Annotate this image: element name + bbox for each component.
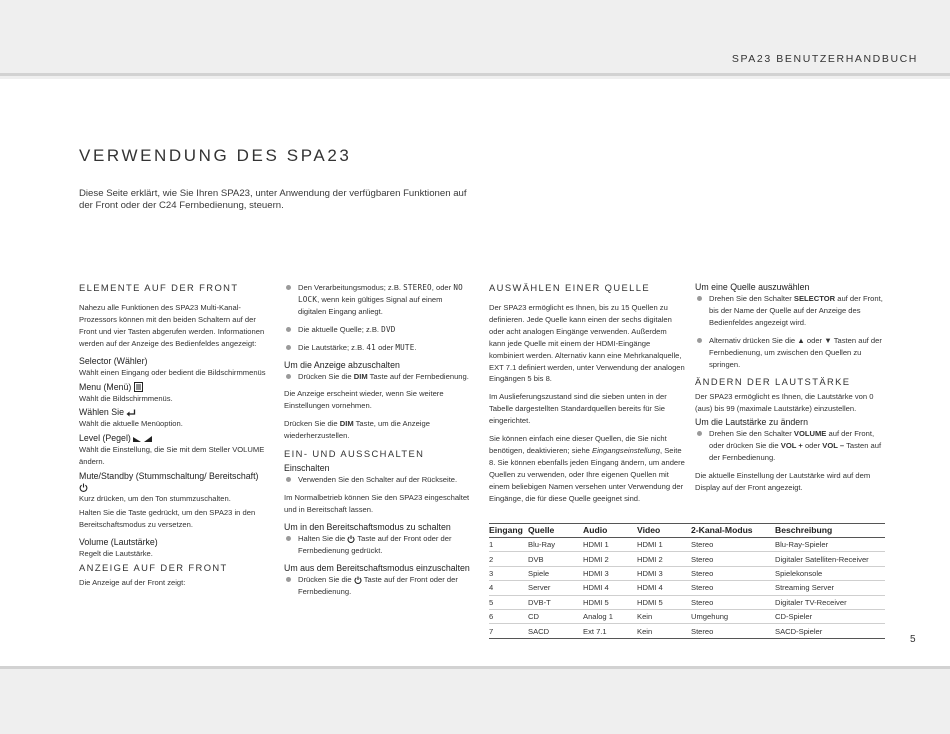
display-mode-text: Den Verarbeitungsmodus; z.B. xyxy=(298,283,401,292)
table-cell: Server xyxy=(528,581,583,595)
display-mode-tail: , wenn kein gültiges Signal auf einem digitalen Eingang anliegt. xyxy=(298,294,443,316)
standby-bullet-tail: Taste auf der Front oder der Fernbedienung gedrückt. xyxy=(298,533,452,555)
change-volume-mid: auf der Front, oder drücken Sie die xyxy=(709,429,875,451)
table-cell: Analog 1 xyxy=(583,609,637,623)
display-mode-or: , oder xyxy=(431,283,452,292)
choose-source-bullet-1 xyxy=(695,293,887,329)
selector-key: SELECTOR xyxy=(793,294,836,303)
dim-para-2-text: Drücken Sie die xyxy=(284,419,338,429)
table-cell: Stereo xyxy=(691,566,775,580)
bottom-band xyxy=(0,666,950,734)
intro-paragraph: Diese Seite erklärt, wie Sie Ihren SPA23, unter Anwendung der verfügbaren Funktionen auf der Front oder der C24 Fernbedienung, steuern. xyxy=(79,188,467,211)
display-code-41: 41 xyxy=(366,342,376,352)
dim-para-2 xyxy=(284,418,472,442)
table-cell: HDMI 3 xyxy=(583,566,637,580)
table-cell: Stereo xyxy=(691,538,775,552)
dim-bullet-text: Drücken Sie die xyxy=(298,371,352,381)
level-text: Wählt die Einstellung, die Sie mit dem Steller VOLUME ändern. xyxy=(79,445,265,467)
table-cell: Blu-Ray xyxy=(528,538,583,552)
table-cell: Ext 7.1 xyxy=(583,624,637,638)
table-cell: SACD xyxy=(528,624,583,638)
table-header-cell: Video xyxy=(637,524,691,538)
display-mode-bullet xyxy=(284,282,472,318)
top-band xyxy=(0,0,950,76)
table-row xyxy=(489,581,885,595)
running-header: SPA23 BENUTZERHANDBUCH xyxy=(731,53,918,65)
column-display-power xyxy=(284,282,472,603)
alt-text: Alternativ drücken Sie die xyxy=(709,335,796,345)
table-row xyxy=(489,595,885,609)
change-volume-text: Drehen Sie den Schalter xyxy=(709,429,792,439)
choose-source-bullet-2 xyxy=(695,335,887,371)
table-cell: Digitaler TV-Receiver xyxy=(775,595,885,609)
table-cell: 2 xyxy=(489,552,528,566)
volume-key: VOLUME xyxy=(793,429,827,439)
table-cell: Stereo xyxy=(691,581,775,595)
table-cell: Umgehung xyxy=(691,609,775,623)
choose-source-tail: auf der Front, bis der Name der Quelle auf der Anzeige des Bedienfeldes angezeigt wird. xyxy=(709,294,883,327)
table-cell: HDMI 4 xyxy=(583,581,637,595)
table-cell: Digitaler Satelliten-Receiver xyxy=(775,552,885,566)
down-arrow-icon: ▼ xyxy=(824,335,832,345)
table-header-row xyxy=(489,524,885,538)
table-row xyxy=(489,624,885,638)
table-cell: SACD-Spieler xyxy=(775,624,885,638)
section-heading-on-off: EIN- UND AUSSCHALTEN xyxy=(284,448,425,460)
table-row xyxy=(489,552,885,566)
vol-plus-key: VOL + xyxy=(780,441,803,451)
table-cell: Spielekonsole xyxy=(775,566,885,580)
power-icon xyxy=(79,483,88,492)
front-elements-intro: Nahezu alle Funktionen des SPA23 Multi-Kanal-Prozessors können mit den beiden Schaltern auf der Front und vier Tasten abgerufen werden. Informationen werden auf der Anzeige des Bedienfeldes angezeigt: xyxy=(79,303,265,348)
display-source-bullet xyxy=(284,324,472,336)
change-volume-bullet xyxy=(695,428,887,464)
standby-bullet-text: Halten Sie die xyxy=(298,533,346,543)
dim-key-2: DIM xyxy=(339,419,354,429)
mute-title-row xyxy=(79,471,267,493)
table-cell: Kein xyxy=(637,609,691,623)
select-text: Wählt die aktuelle Menüoption. xyxy=(79,419,183,429)
mute-title: Mute/Standby (Stummschaltung/ Bereitschaft) xyxy=(79,471,259,482)
section-heading-front-display: ANZEIGE AUF DER FRONT xyxy=(79,561,228,573)
column-front-elements xyxy=(79,282,267,595)
table-cell: DVB xyxy=(528,552,583,566)
selector-text: Wählt einen Eingang oder bedient die Bildschirmmenüs xyxy=(79,367,266,377)
level-icon xyxy=(133,435,153,443)
alt-tail: Tasten auf der Fernbedienung, um zwischen den Quellen zu springen. xyxy=(709,335,882,369)
table-cell: 1 xyxy=(489,538,528,552)
power-icon xyxy=(347,535,355,543)
select-source-para-3-text: Sie können einfach eine dieser Quellen, die Sie nicht benötigen, deaktivieren; siehe xyxy=(489,434,667,455)
choose-source-text: Drehen Sie den Schalter xyxy=(709,294,792,303)
table-cell: HDMI 5 xyxy=(583,595,637,609)
table-cell: HDMI 5 xyxy=(637,595,691,609)
selector-title: Selector (Wähler) xyxy=(79,355,148,366)
display-volume-text: Die Lautstärke; z.B. xyxy=(298,342,365,352)
table-cell: HDMI 2 xyxy=(583,552,637,566)
change-volume-or: oder xyxy=(804,441,821,451)
dim-bullet xyxy=(284,371,472,383)
page-number: 5 xyxy=(910,634,916,645)
enter-arrow-icon xyxy=(126,409,136,418)
table-cell: Stereo xyxy=(691,552,775,566)
volume-para-1: Der SPA23 ermöglicht es Ihnen, die Lautstärke von 0 (aus) bis 99 (maximale Lautstärke) einzustellen. xyxy=(695,392,874,414)
mute-text-1: Kurz drücken, um den Ton stummzuschalten. xyxy=(79,494,231,504)
wake-bullet xyxy=(284,574,472,598)
choose-source-title: Um eine Quelle auszuwählen xyxy=(695,282,810,292)
default-sources-table xyxy=(489,523,885,639)
select-title: Wählen Sie xyxy=(79,407,124,418)
display-code-no-lock: NO LOCK xyxy=(298,283,463,304)
power-on-bullet: Verwenden Sie den Schalter auf der Rückseite. xyxy=(284,474,472,486)
table-cell: 3 xyxy=(489,566,528,580)
table-header-cell: Beschreibung xyxy=(775,524,885,538)
table-cell: Kein xyxy=(637,624,691,638)
table-row xyxy=(489,609,885,623)
select-source-para-3 xyxy=(489,433,685,504)
column-select-source xyxy=(489,282,685,511)
table-header-cell: Audio xyxy=(583,524,637,538)
table-header-cell: Eingang xyxy=(489,524,528,538)
volume-para-2: Die aktuelle Einstellung der Lautstärke wird auf dem Display auf der Front angezeigt. xyxy=(695,470,871,492)
display-code-stereo: STEREO xyxy=(403,283,432,292)
table-cell: CD-Spieler xyxy=(775,609,885,623)
table-cell: 4 xyxy=(489,581,528,595)
menu-title: Menu (Menü) xyxy=(79,381,132,392)
mute-text-2: Halten Sie die Taste gedrückt, um den SPA23 in den Bereitschaftsmodus zu versetzen. xyxy=(79,508,256,529)
power-icon xyxy=(354,576,362,584)
menu-text: Wählt die Bildschirmmenüs. xyxy=(79,393,173,403)
table-header-cell: 2-Kanal-Modus xyxy=(691,524,775,538)
wake-bullet-text: Drücken Sie die xyxy=(298,574,352,584)
table-cell: Spiele xyxy=(528,566,583,580)
power-on-para: Im Normalbetrieb können Sie den SPA23 eingeschaltet und in Bereitschaft lassen. xyxy=(284,492,470,514)
change-volume-title: Um die Lautstärke zu ändern xyxy=(695,417,808,428)
wake-bullet-tail: Taste auf der Front oder der Fernbedienung. xyxy=(298,574,458,596)
front-display-intro: Die Anzeige auf der Front zeigt: xyxy=(79,577,186,587)
input-settings-reference: Eingangseinstellung xyxy=(592,445,661,455)
volume-title: Volume (Lautstärke) xyxy=(79,536,158,547)
standby-bullet xyxy=(284,533,472,557)
select-source-para-3-tail: , Seite 8. Sie können ebenfalls jeden Eingang ändern, um andere Quellen zu verwenden, oder Ihre eigenen Quellen mit einem beliebigen Namen versehen unter Verwendung der Eingänge, die für diese Quelle geeignet sind. xyxy=(489,445,685,503)
up-arrow-icon: ▲ xyxy=(797,335,805,345)
menu-title-row xyxy=(79,382,267,393)
wake-title: Um aus dem Bereitschaftsmodus einzuschalten xyxy=(284,562,470,573)
table-cell: CD xyxy=(528,609,583,623)
table-row xyxy=(489,538,885,552)
standby-title: Um in den Bereitschaftsmodus zu schalten xyxy=(284,521,451,532)
table-cell: 7 xyxy=(489,624,528,638)
table-cell: Streaming Server xyxy=(775,581,885,595)
volume-text: Regelt die Lautstärke. xyxy=(79,548,153,558)
display-code-mute: MUTE xyxy=(395,342,415,352)
select-source-para-2: Im Auslieferungszustand sind die sieben unten in der Tabelle dargestellten Standardquellen bereits für Sie eingerichtet. xyxy=(489,392,667,426)
section-heading-select-source: AUSWÄHLEN EINER QUELLE xyxy=(489,282,651,293)
table-cell: HDMI 4 xyxy=(637,581,691,595)
section-heading-front-elements: ELEMENTE AUF DER FRONT xyxy=(79,282,239,293)
table-header-cell: Quelle xyxy=(528,524,583,538)
alt-or: oder xyxy=(806,335,823,345)
table-cell: 5 xyxy=(489,595,528,609)
select-source-para-1: Der SPA23 ermöglicht es Ihnen, bis zu 15 Quellen zu definieren. Jede Quelle kann einen der sechs digitalen oder acht analogen Eingänge verwenden. Außerdem kann jede Quelle mit einem der HDMI-Eingänge kombiniert werden. Alternativ kann eine Mehrkanalquelle, EXT 7.1 definiert werden, unter Verwendung der analogen Eingängen 5 bis 8. xyxy=(489,303,685,384)
display-volume-bullet: Die Lautstärke; z.B. 41 oder MUTE. xyxy=(284,342,472,354)
change-volume-tail: Tasten auf der Fernbedienung. xyxy=(709,441,882,463)
level-title: Level (Pegel) xyxy=(79,433,131,444)
display-source-text: Die aktuelle Quelle; z.B. xyxy=(298,324,380,334)
table-row xyxy=(489,566,885,580)
table-cell: HDMI 1 xyxy=(583,538,637,552)
dim-title: Um die Anzeige abzuschalten xyxy=(284,359,400,370)
page-title: VERWENDUNG DES SPA23 xyxy=(79,146,352,165)
section-heading-volume: ÄNDERN DER LAUTSTÄRKE xyxy=(695,376,851,388)
display-code-dvd: DVD xyxy=(381,324,396,334)
table-cell: HDMI 1 xyxy=(637,538,691,552)
table-cell: DVB-T xyxy=(528,595,583,609)
dim-para-1: Die Anzeige erscheint wieder, wenn Sie weitere Einstellungen vornehmen. xyxy=(284,389,444,411)
dim-para-2-tail: Taste, um die Anzeige wiederherzustellen. xyxy=(284,419,430,441)
table-cell: 6 xyxy=(489,609,528,623)
table-cell: Stereo xyxy=(691,595,775,609)
column-volume xyxy=(695,282,887,500)
vol-minus-key: VOL – xyxy=(822,441,845,451)
table-cell: HDMI 3 xyxy=(637,566,691,580)
menu-icon xyxy=(134,382,143,392)
select-title-row xyxy=(79,407,267,418)
display-volume-or: oder xyxy=(378,342,394,352)
dim-key: DIM xyxy=(353,371,368,381)
table-cell: Stereo xyxy=(691,624,775,638)
level-title-row xyxy=(79,433,267,444)
power-on-title: Einschalten xyxy=(284,463,330,474)
table-cell: Blu-Ray-Spieler xyxy=(775,538,885,552)
table-cell: HDMI 2 xyxy=(637,552,691,566)
dim-bullet-tail: Taste auf der Fernbedienung. xyxy=(369,371,469,381)
